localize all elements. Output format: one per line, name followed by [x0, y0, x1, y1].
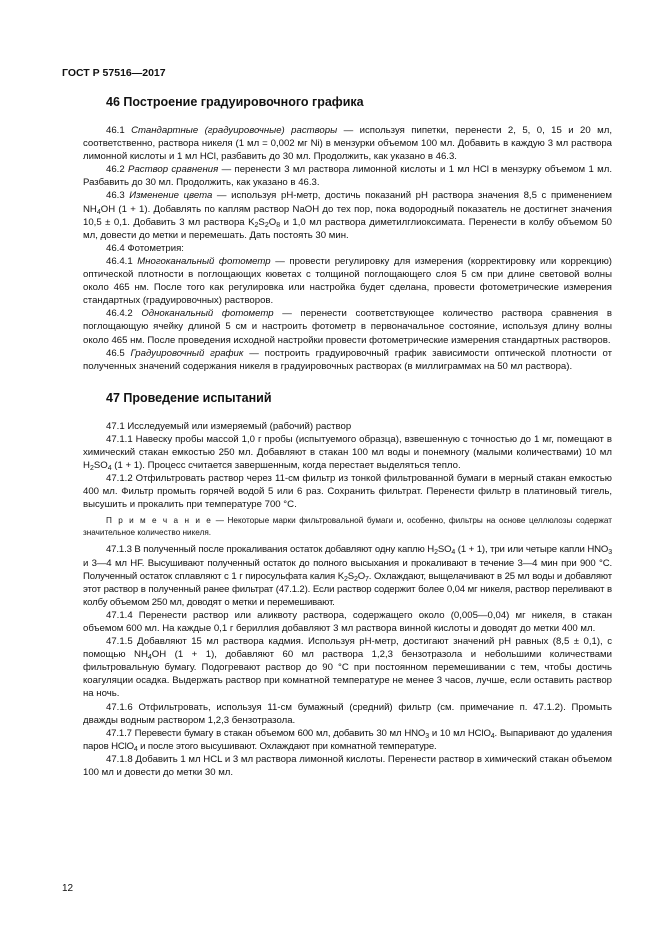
paragraph-47-1-4: 47.1.4 Перенести раствор или аликвоту раствора, содержащего около (0,005—0,04) мг никеля, в стакан объемом 600 мл. На каждые 0,1 г бериллия добавляют 3 мл раствора винной кислоты и доводят до метки 400 мл. [83, 609, 612, 634]
page-content [83, 94, 612, 779]
paragraph-47-1-2: 47.1.2 Отфильтровать раствор через 11-см фильтр из тонкой фильтрованной бумаги в мерный стакан емкостью 400 мл. Фильтр промыть горячей водой 5 или 6 раз. Сохранить фильтрат. Перенести фильтр в платиновый тигель, высушить и прокалить при температуре 700 °С. [83, 473, 612, 511]
paragraph-46-4-2: 46.4.2 Одноканальный фотометр — перенести соответствующее количество раствора сравнения в поглощающую ячейку длиной 5 см и настроить фотометр в первоначальное состояние, используя длину волны около 465 нм. После проведения исходной настройки провести фотометрические измерения стандартных растворов. [83, 308, 612, 346]
paragraph-46-1: 46.1 Стандартные (градуировочные) растворы — используя пипетки, перенести 2, 5, 0, 15 и 20 мл, соответственно, раствора никеля (1 мл = 0,002 мг Ni) в мензурки объемом 100 мл. Добавить в каждую 3 мл раствора лимонной кислоты и 1 мл HCl, разбавить до 30 мл. Продолжить, как указано в 46.3. [83, 125, 612, 163]
standard-header: ГОСТ Р 57516—2017 [62, 67, 166, 79]
term: Стандартные (градуировочные) растворы [131, 125, 338, 136]
section-46-title: 46 Построение градуировочного графика [106, 95, 364, 109]
term: Раствор сравнения [128, 164, 219, 176]
paragraph-47-1: 47.1 Исследуемый или измеряемый (рабочий) раствор [106, 420, 352, 432]
paragraph-46-2: 46.2 Раствор сравнения — перенести 3 мл раствора лимонной кислоты и 1 мл HCl в мензурку объемом 1 мл. Разбавить до 30 мл. Продолжить, как указано в 46.3. [83, 164, 612, 189]
paragraph-46-4: 46.4 Фотометрия: [106, 242, 184, 254]
paragraph-47-1-6: 47.1.6 Отфильтровать, используя 11-см бумажный (средний) фильтр (см. примечание п. 47.1.2). Промыть дважды водным раствором 1,2,3 бензотразола. [83, 701, 612, 726]
paragraph-47-1-8: 47.1.8 Добавить 1 мл HCL и 3 мл раствора лимонной кислоты. Перенести раствор в химический стакан объемом 100 мл и довести до метки 30 мл. [83, 753, 612, 779]
term: Градуировочный график [130, 347, 244, 359]
paragraph-47-1-3: 47.1.3 В полученный после прокаливания остаток добавляют одну каплю $H_2SO_4$ (1 + 1), три или четыре капли $HNO_3$ и 3—4 мл HF. Высушивают полученный остаток до полного высыхания и прокаливают в течение 3—4 мин при 900 °С. Полученный остаток сплавляют с 1 г пиросульфата калия $K_2S_2O_7$. Охлаждают, выщелачивают в 25 мл воды и добавляют этот раствор в полученный ранее фильтрат (47.1.2). Если раствор содержит более 0,04 мг никеля, раствор переливают в колбу объемом 250 мл, доводят о метки и перемешивают. [83, 544, 612, 608]
note: П р и м е ч а н и е — Некоторые марки фильтровальной бумаги и, особенно, фильтры на основе целлюлозы содержат значительное количество никеля. [83, 516, 612, 537]
page-number: 12 [62, 883, 74, 894]
paragraph-46-5: 46.5 Градуировочный график — построить градуировочный график зависимости оптической плотности от полученных значений содержания никеля в градуировочных растворах (в миллиграммах на 50 мл раствора). [83, 347, 612, 372]
section-47-title: 47 Проведение испытаний [106, 390, 272, 405]
paragraph-47-1-7: 47.1.7 Перевести бумагу в стакан объемом 600 мл, добавить 30 мл $HNO_3$ и 10 мл HClO$_4$. Выпаривают до удаления паров HClO$_4$ и после этого высушивают. Охлаждают при комнатной температуре. [83, 727, 612, 753]
note-label: П р и м е ч а н и е [106, 516, 213, 526]
term: Многоканальный фотометр [137, 255, 271, 267]
paragraph-46-4-1: 46.4.1 Многоканальный фотометр — провести регулировку для измерения (корректировку или коррекцию) оптической плотности в поглощающих кюветах с толщиной поглощающего слоя 5 см при длине световой волны около 465 нм. После того как регулировка или настройка будет сделана, провести фотометрические измерения стандартных (градуировочных) растворов. [83, 255, 612, 307]
term: Изменение цвета [129, 190, 213, 202]
paragraph-47-1-1: 47.1.1 Навеску пробы массой 1,0 г пробы (испытуемого образца), взвешенную с точностью до 1 мг, помещают в химический стакан емкостью 250 мл. Добавляют в стакан 100 мл воды и понемногу (малыми количествами) 10 мл $H_2SO_4$ (1 + 1). Процесс считается завершенным, когда перестает выделяться тепло. [83, 433, 612, 473]
term: Одноканальный фотометр [141, 308, 274, 320]
paragraph-46-3: 46.3 Изменение цвета — используя pH-метр, достичь показаний pH раствора значения 8,5 с применением $NH_4OH$ (1 + 1). Добавлять по каплям раствор NaOH до тех пор, пока водородный показатель не достигнет значения 10,5 ± 0,1. Добавить 3 мл раствора $K_2S_2O_8$ и 1,0 мл раствора диметилглиоксимата. Перенести в колбу объемом 50 мл, довести до метки и перемешать. Дать постоять 30 мин. [83, 190, 612, 241]
paragraph-47-1-5: 47.1.5 Добавляют 15 мл раствора кадмия. Используя pH-метр, достигают значений pH равных (8,5 ± 0,1), с помощью $NH_4OH$ (1 + 1), добавляют 60 мл раствора 1,2,3 бензотразола и небольшими количествами фильтровальную бумагу. Подогревают раствор до 90 °С при постоянном перемешивании с тем, чтобы достичь коагуляции осадка. Выдержать раствор при комнатной температуре не менее 3 часов, лучше, если оставить раствор на ночь. [83, 636, 612, 700]
